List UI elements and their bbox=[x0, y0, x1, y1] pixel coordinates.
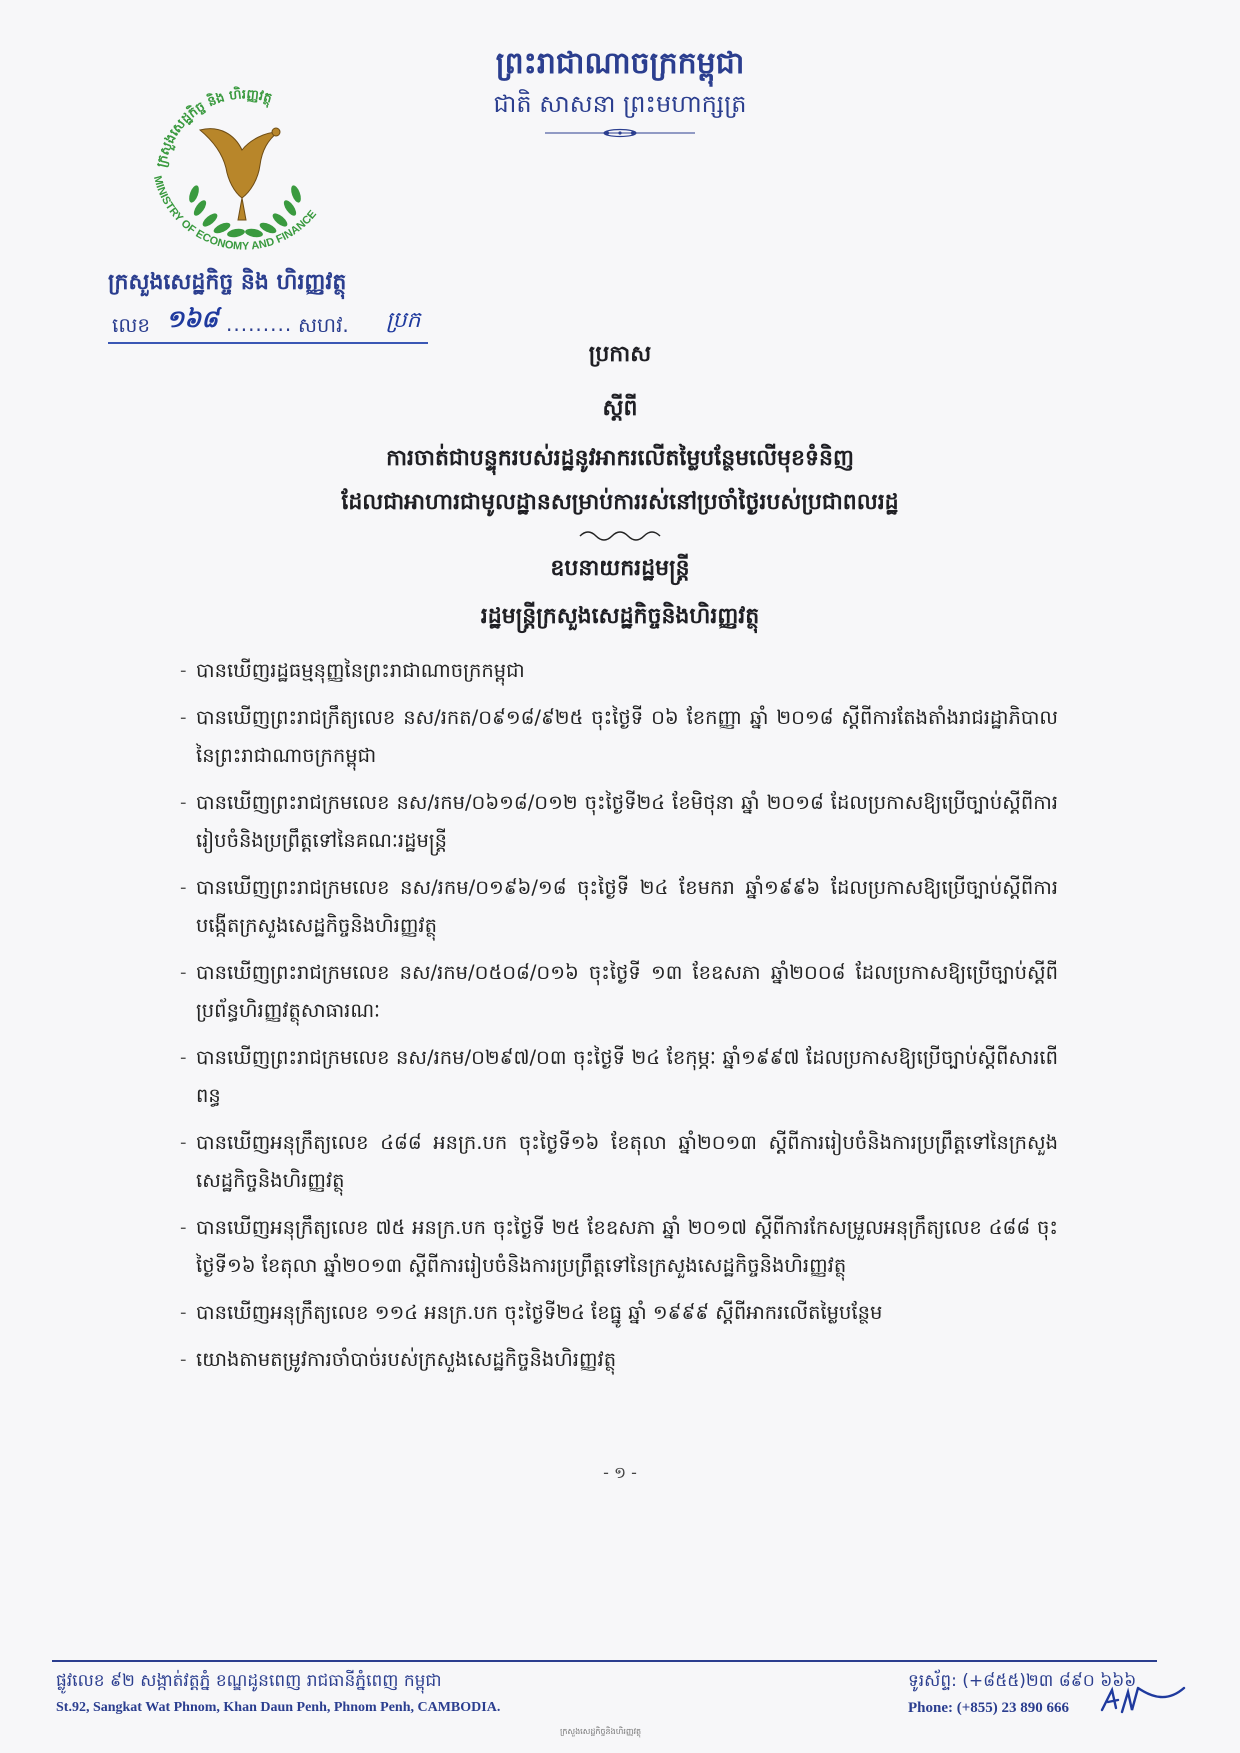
list-item: - បានឃើញព្រះរាជក្រមលេខ នស/រកម/០២៩៧/០៣ ចុះថ្ងៃទី ២៤ ខែកុម្ភៈ ឆ្នាំ១៩៩៧ ដែលប្រកាសឱ្យប្រើច្បាប់ស្តីពីសារពើពន្ធ bbox=[196, 1039, 1058, 1115]
footer-address-en: St.92, Sangkat Wat Phnom, Khan Daun Penh, Phnom Penh, CAMBODIA. bbox=[56, 1700, 501, 1715]
list-item: - បានឃើញព្រះរាជក្រមលេខ នស/រកម/០៦១៨/០១២ ចុះថ្ងៃទី២៤ ខែមិថុនា ឆ្នាំ ២០១៨ ដែលប្រកាសឱ្យប្រើច្បាប់ស្តីពីការរៀបចំនិងប្រព្រឹត្តទៅនៃគណៈរដ្ឋមន្ត្រី bbox=[196, 784, 1058, 860]
footer-phone-kh: ទូរស័ព្ទ: (+៨៥៥)២៣ ៨៩០ ៦៦៦ bbox=[908, 1671, 1137, 1691]
seal-text-en: MINISTRY OF ECONOMY AND FINANCE bbox=[150, 174, 319, 253]
clause-text: បានឃើញព្រះរាជក្រមលេខ នស/រកម/០៦១៨/០១២ ចុះថ្ងៃទី២៤ ខែមិថុនា ឆ្នាំ ២០១៨ ដែលប្រកាសឱ្យប្រើច្បាប់ស្តីពីការរៀបចំនិងប្រព្រឹត្តទៅនៃគណៈរដ្ឋមន្ត្រី bbox=[196, 791, 1058, 852]
clause-text: យោងតាមតម្រូវការចាំបាច់របស់ក្រសួងសេដ្ឋកិច្ចនិងហិរញ្ញវត្ថុ bbox=[196, 1348, 617, 1371]
kingdom-header bbox=[420, 44, 820, 142]
clause-text: បានឃើញអនុក្រឹត្យលេខ ៤៨៨ អនក្រ.បក ចុះថ្ងៃទី១៦ ខែតុលា ឆ្នាំ២០១៣ ស្តីពីការរៀបចំនិងការប្រព្រឹត្តទៅនៃក្រសួងសេដ្ឋកិច្ចនិងហិរញ្ញវត្ថុ bbox=[196, 1131, 1058, 1192]
page-number: - ១ - bbox=[603, 1463, 637, 1482]
list-item: - បានឃើញអនុក្រឹត្យលេខ ៧៥ អនក្រ.បក ចុះថ្ងៃទី ២៥ ខែឧសភា ឆ្នាំ ២០១៧ ស្តីពីការកែសម្រួលអនុក្រឹត្យលេខ ៤៨៨ ចុះថ្ងៃទី១៦ ខែតុលា ឆ្នាំ២០១៣ ស្តីពីការរៀបចំនិងការប្រព្រឹត្តទៅនៃក្រសួងសេដ្ឋកិច្ចនិងហិរញ្ញវត្ថុ bbox=[196, 1209, 1058, 1285]
footer-address-kh: ផ្លូវលេខ ៩២ សង្កាត់វត្តភ្នំ ខណ្ឌដូនពេញ រាជធានីភ្នំពេញ កម្ពុជា bbox=[56, 1671, 442, 1691]
list-item: - បានឃើញព្រះរាជក្រមលេខ នស/រកម/០៥០៨/០១៦ ចុះថ្ងៃទី ១៣ ខែឧសភា ឆ្នាំ២០០៨ ដែលប្រកាសឱ្យប្រើច្បាប់ស្តីពីប្រព័ន្ធហិរញ្ញវត្ថុសាធារណៈ bbox=[196, 954, 1058, 1030]
ministry-name: ក្រសួងសេដ្ឋកិច្ច និង ហិរញ្ញវត្ថុ bbox=[108, 269, 347, 295]
reference-handwritten-suffix: ប្រក bbox=[386, 308, 421, 333]
issuer-line-2: រដ្ឋមន្ត្រីក្រសួងសេដ្ឋកិច្ចនិងហិរញ្ញវត្ថុ bbox=[480, 603, 760, 629]
clause-text: បានឃើញអនុក្រឹត្យលេខ ១១៤ អនក្រ.បក ចុះថ្ងៃទី២៤ ខែធ្នូ ឆ្នាំ ១៩៩៩ ស្តីពីអាករលើតម្លៃបន្ថែម bbox=[196, 1301, 883, 1324]
ornament-divider-icon bbox=[545, 128, 695, 138]
list-item: - បានឃើញអនុក្រឹត្យលេខ ៤៨៨ អនក្រ.បក ចុះថ្ងៃទី១៦ ខែតុលា ឆ្នាំ២០១៣ ស្តីពីការរៀបចំនិងការប្រព្រឹត្តទៅនៃក្រសួងសេដ្ឋកិច្ចនិងហិរញ្ញវត្ថុ bbox=[196, 1124, 1058, 1200]
reference-handwritten-number: ១៦៨ bbox=[166, 304, 219, 333]
clause-text: បានឃើញព្រះរាជក្រមលេខ នស/រកម/០៥០៨/០១៦ ចុះថ្ងៃទី ១៣ ខែឧសភា ឆ្នាំ២០០៨ ដែលប្រកាសឱ្យប្រើច្បាប់ស្តីពីប្រព័ន្ធហិរញ្ញវត្ថុសាធារណៈ bbox=[196, 961, 1058, 1022]
footer-divider bbox=[52, 1660, 1157, 1662]
reference-suffix-label: សហវ. bbox=[298, 313, 349, 337]
list-item: - បានឃើញអនុក្រឹត្យលេខ ១១៤ អនក្រ.បក ចុះថ្ងៃទី២៤ ខែធ្នូ ឆ្នាំ ១៩៩៩ ស្តីពីអាករលើតម្លៃបន្ថែម bbox=[196, 1294, 1058, 1332]
clause-text: បានឃើញអនុក្រឹត្យលេខ ៧៥ អនក្រ.បក ចុះថ្ងៃទី ២៥ ខែឧសភា ឆ្នាំ ២០១៧ ស្តីពីការកែសម្រួលអនុក្រឹត្យលេខ ៤៨៨ ចុះថ្ងៃទី១៦ ខែតុលា ឆ្នាំ២០១៣ ស្តីពីការរៀបចំនិងការប្រព្រឹត្តទៅនៃក្រសួងសេដ្ឋកិច្ចនិងហិរញ្ញវត្ថុ bbox=[196, 1216, 1058, 1277]
seal-text-kh: ក្រសួងសេដ្ឋកិច្ច និង ហិរញ្ញវត្ថុ bbox=[154, 87, 274, 169]
list-item: - បានឃើញព្រះរាជក្រមលេខ នស/រកម/០១៩៦/១៨ ចុះថ្ងៃទី ២៤ ខែមករា ឆ្នាំ១៩៩៦ ដែលប្រកាសឱ្យប្រើច្បាប់ស្តីពីការបង្កើតក្រសួងសេដ្ឋកិច្ចនិងហិរញ្ញវត្ថុ bbox=[196, 869, 1058, 945]
title-block bbox=[250, 336, 990, 634]
list-item: - បានឃើញព្រះរាជក្រឹត្យលេខ នស/រកត/០៩១៨/៩២៥ ចុះថ្ងៃទី ០៦ ខែកញ្ញា ឆ្នាំ ២០១៨ ស្តីពីការតែងតាំងរាជរដ្ឋាភិបាលនៃព្រះរាជាណាចក្រកម្ពុជា bbox=[196, 699, 1058, 775]
reference-label: លេខ bbox=[112, 313, 151, 337]
footer-phone-en: Phone: (+855) 23 890 666 bbox=[908, 1700, 1070, 1716]
document-type: ប្រកាស bbox=[588, 341, 652, 367]
kingdom-motto: ជាតិ សាសនា ព្រះមហាក្សត្រ bbox=[493, 90, 747, 118]
kingdom-name: ព្រះរាជាណាចក្រកម្ពុជា bbox=[495, 46, 745, 81]
footer-note: ក្រសួងសេដ្ឋកិច្ចនិងហិរញ្ញវត្ថុ bbox=[560, 1727, 642, 1736]
preamble-list bbox=[180, 652, 1058, 1388]
reference-dots: ......... bbox=[226, 312, 293, 336]
issuer-line-1: ឧបនាយករដ្ឋមន្ត្រី bbox=[550, 555, 690, 581]
subject-line-2: ដែលជាអាហារជាមូលដ្ឋានសម្រាប់ការរស់នៅប្រចាំថ្ងៃរបស់ប្រជាពលរដ្ឋ bbox=[341, 489, 899, 515]
list-item: - យោងតាមតម្រូវការចាំបាច់របស់ក្រសួងសេដ្ឋកិច្ចនិងហិរញ្ញវត្ថុ bbox=[196, 1341, 1058, 1379]
clause-text: បានឃើញព្រះរាជក្រមលេខ នស/រកម/០១៩៦/១៨ ចុះថ្ងៃទី ២៤ ខែមករា ឆ្នាំ១៩៩៦ ដែលប្រកាសឱ្យប្រើច្បាប់ស្តីពីការបង្កើតក្រសួងសេដ្ឋកិច្ចនិងហិរញ្ញវត្ថុ bbox=[196, 876, 1058, 937]
clause-text: បានឃើញព្រះរាជក្រមលេខ នស/រកម/០២៩៧/០៣ ចុះថ្ងៃទី ២៤ ខែកុម្ភៈ ឆ្នាំ១៩៩៧ ដែលប្រកាសឱ្យប្រើច្បាប់ស្តីពីសារពើពន្ធ bbox=[196, 1046, 1058, 1107]
clause-text: បានឃើញព្រះរាជក្រឹត្យលេខ នស/រកត/០៩១៨/៩២៥ ចុះថ្ងៃទី ០៦ ខែកញ្ញា ឆ្នាំ ២០១៨ ស្តីពីការតែងតាំងរាជរដ្ឋាភិបាលនៃព្រះរាជាណាចក្រកម្ពុជា bbox=[196, 706, 1058, 767]
subject-line-1: ការចាត់ជាបន្ទុករបស់រដ្ឋនូវអាករលើតម្លៃបន្ថែមលើមុខទំនិញ bbox=[386, 445, 854, 471]
clause-text: បានឃើញរដ្ឋធម្មនុញ្ញនៃព្រះរាជាណាចក្រកម្ពុជា bbox=[196, 659, 525, 682]
list-item: - បានឃើញរដ្ឋធម្មនុញ្ញនៃព្រះរាជាណាចក្រកម្ពុជា bbox=[196, 652, 1058, 690]
about-label: ស្តីពី bbox=[602, 395, 638, 421]
title-ornament-icon bbox=[575, 528, 665, 542]
handwritten-initials-icon bbox=[1098, 1680, 1188, 1720]
ministry-seal-logo bbox=[130, 70, 360, 270]
